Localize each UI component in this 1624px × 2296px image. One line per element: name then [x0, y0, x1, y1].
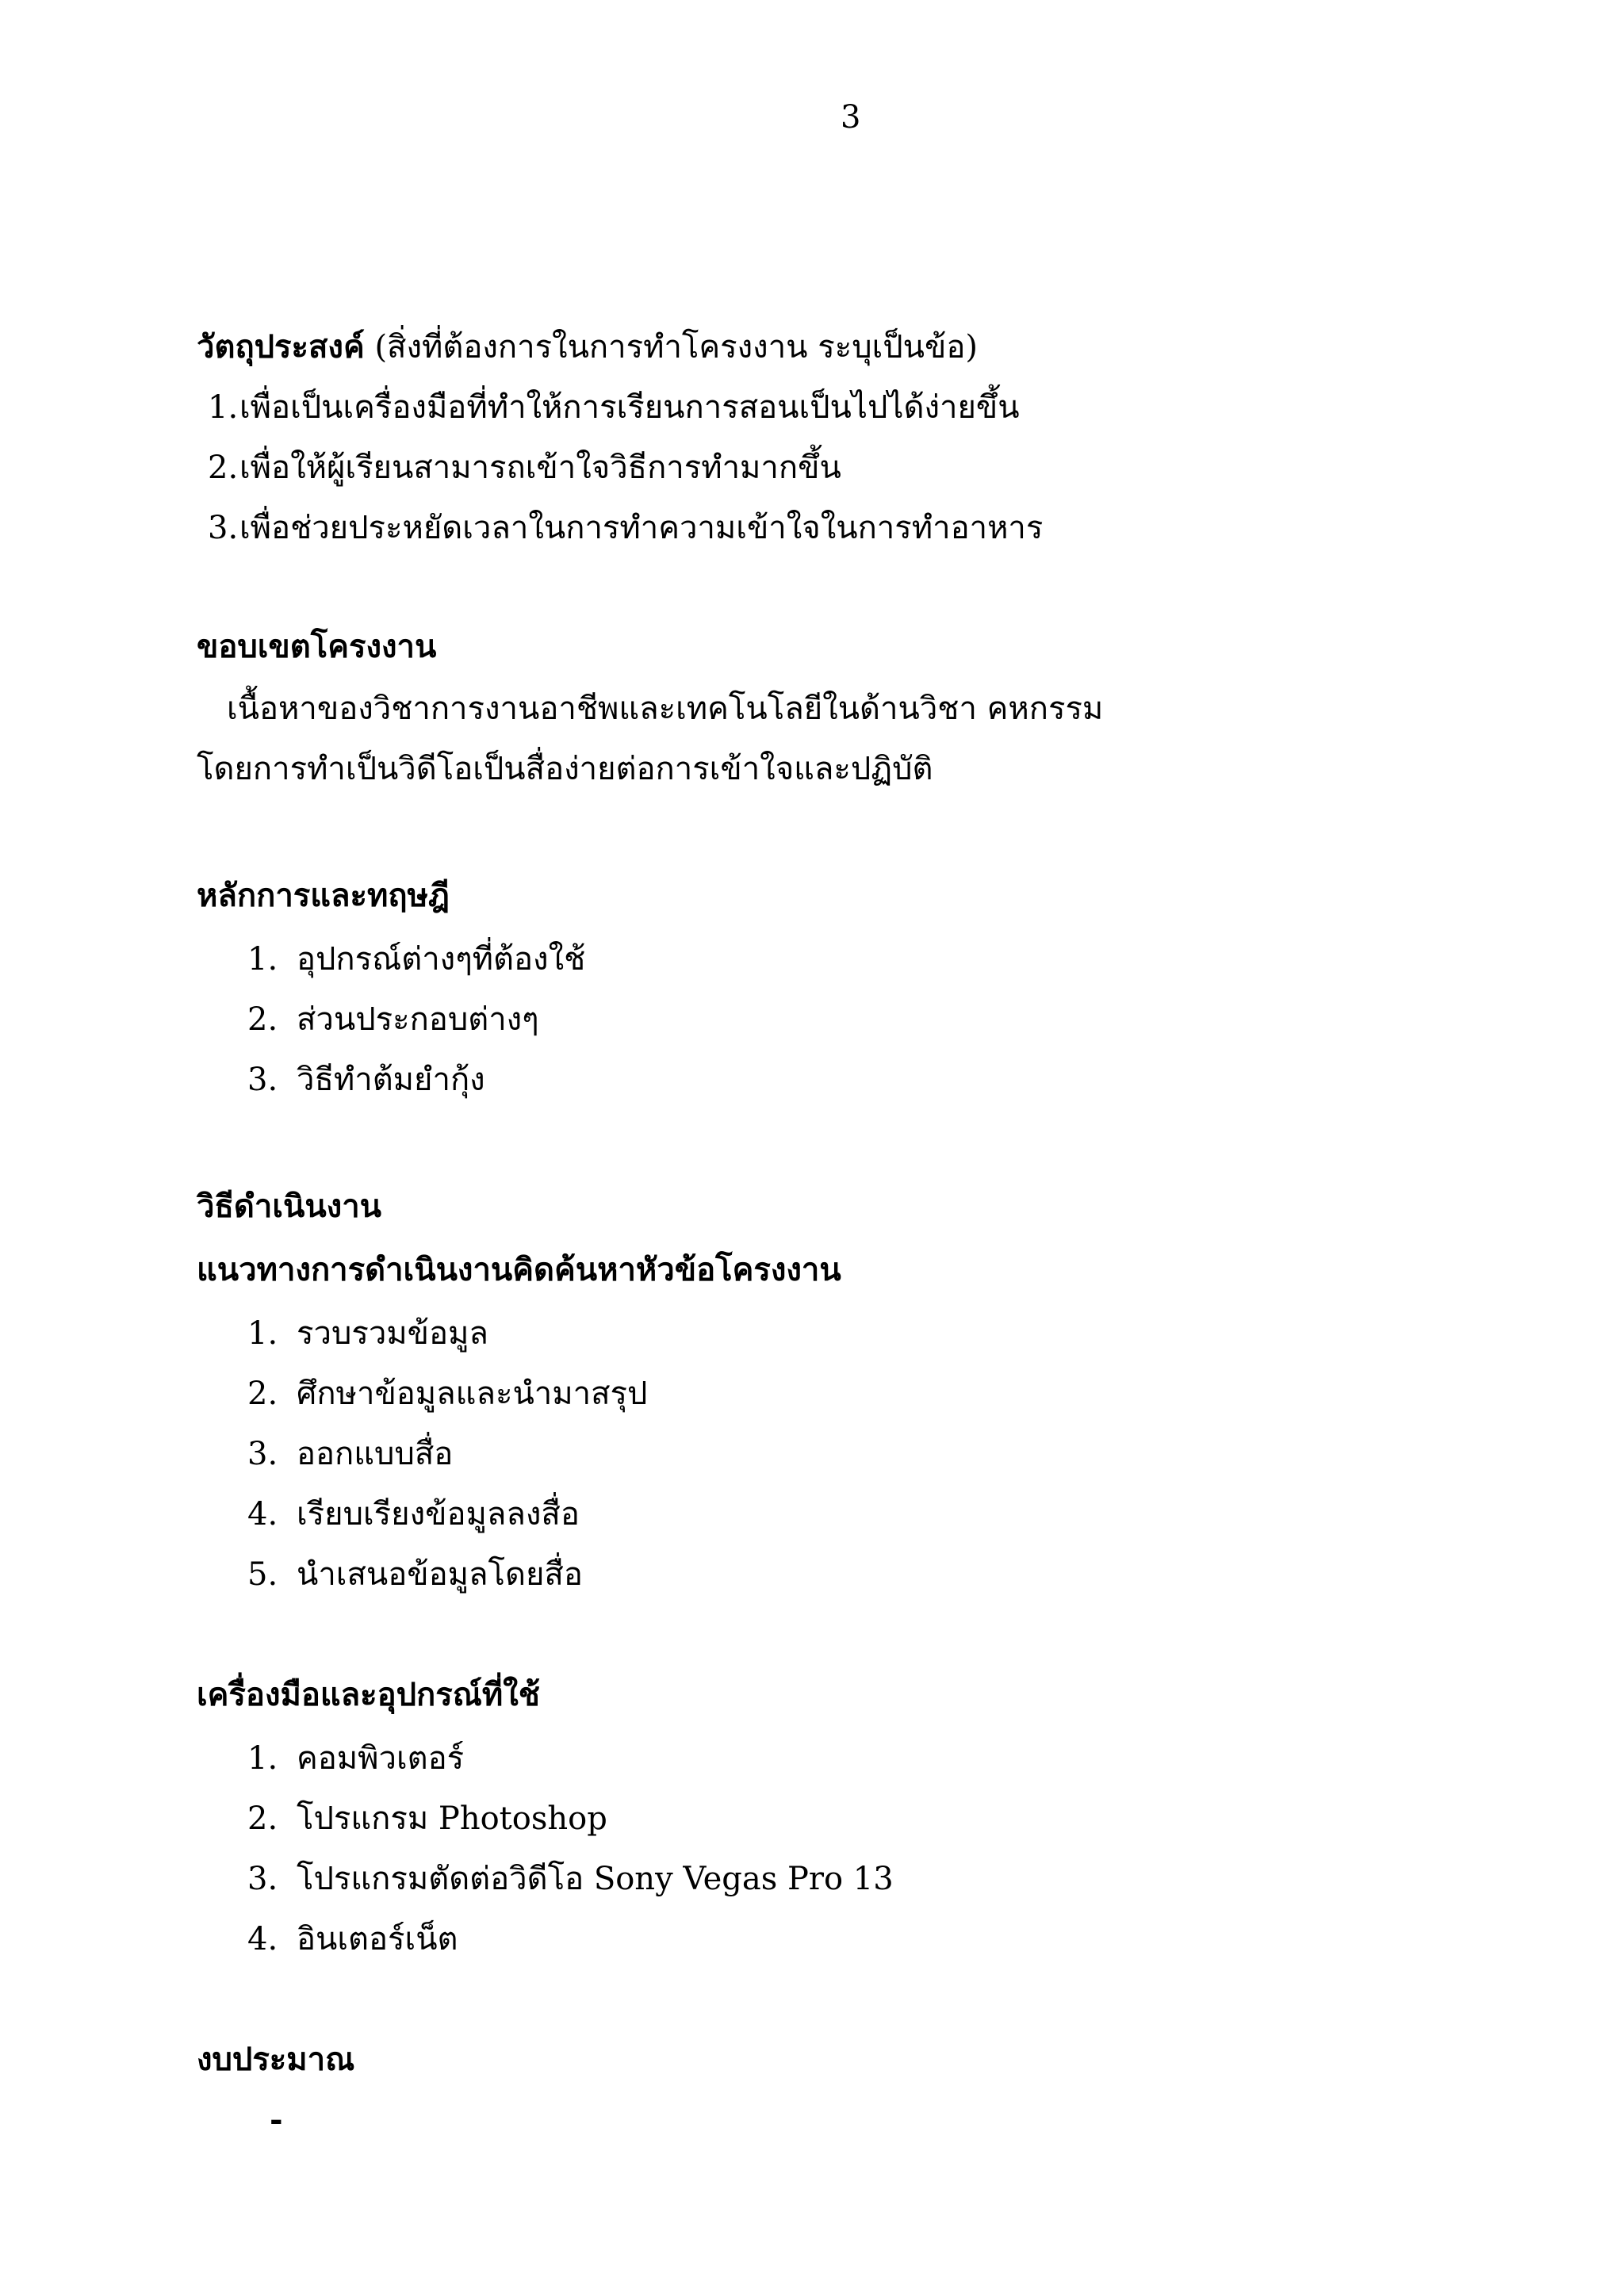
tool-number: 4. [247, 1921, 278, 1957]
principles-heading: หลักการและทฤษฎี [197, 877, 450, 914]
tool-item [247, 1735, 464, 1782]
method-number: 2. [247, 1376, 278, 1412]
objective-number: 3. [208, 510, 239, 546]
objective-text: เพื่อให้ผู้เรียนสามารถเข้าใจวิธีการทำมากขึ้น [239, 450, 841, 486]
scope-heading: ขอบเขตโครงงาน [197, 628, 437, 665]
tool-text: โปรแกรม Photoshop [297, 1800, 607, 1837]
method-subheading: แนวทางการดำเนินงานคิดค้นหาหัวข้อโครงงาน [197, 1251, 841, 1288]
budget-heading: งบประมาณ [197, 2041, 355, 2078]
objective-number: 2. [208, 450, 239, 486]
method-text: นำเสนอข้อมูลโดยสื่อ [297, 1556, 583, 1593]
tool-number: 1. [247, 1740, 278, 1777]
method-number: 1. [247, 1315, 278, 1352]
page-number: 3 [841, 99, 861, 136]
scope-line: เนื้อหาของวิชาการงานอาชีพและเทคโนโลยีในด้านวิชา คหกรรม [227, 691, 1104, 727]
tool-text: โปรแกรมตัดต่อวิดีโอ Sony Vegas Pro 13 [297, 1861, 894, 1897]
principle-number: 3. [247, 1062, 278, 1098]
method-item [247, 1370, 647, 1418]
method-text: รวบรวมข้อมูล [297, 1315, 488, 1352]
principle-item [247, 1056, 485, 1104]
objective-text: เพื่อเป็นเครื่องมือที่ทำให้การเรียนการสอนเป็นไปได้ง่ายขึ้น [239, 389, 1020, 426]
budget-value: - [270, 2101, 283, 2138]
objectives-note: (สิ่งที่ต้องการในการทำโครงงาน ระบุเป็นข้อ) [374, 329, 978, 365]
tool-item [247, 1915, 458, 1963]
tools-heading: เครื่องมือและอุปกรณ์ที่ใช้ [197, 1676, 540, 1713]
objective-text: เพื่อช่วยประหยัดเวลาในการทำความเข้าใจในการทำอาหาร [239, 510, 1044, 546]
method-text: ออกแบบสื่อ [297, 1436, 454, 1472]
tool-item [247, 1855, 894, 1903]
method-item [247, 1490, 580, 1538]
method-text: เรียบเรียงข้อมูลลงสื่อ [297, 1496, 580, 1533]
method-number: 5. [247, 1556, 278, 1593]
method-number: 3. [247, 1436, 278, 1472]
tool-number: 3. [247, 1861, 278, 1897]
objective-item [208, 504, 1043, 552]
objectives-heading [197, 323, 978, 371]
principle-number: 2. [247, 1001, 278, 1038]
principle-text: ส่วนประกอบต่างๆ [297, 1001, 539, 1038]
tool-text: อินเตอร์เน็ต [297, 1921, 458, 1957]
method-number: 4. [247, 1496, 278, 1533]
method-text: ศึกษาข้อมูลและนำมาสรุป [297, 1376, 648, 1412]
objectives-title: วัตถุประสงค์ [197, 328, 365, 365]
objective-item [208, 384, 1020, 431]
method-item [247, 1310, 488, 1357]
method-heading: วิธีดำเนินงาน [197, 1188, 382, 1225]
principle-item [247, 936, 585, 983]
method-item [247, 1551, 583, 1598]
objective-item [208, 444, 841, 492]
principle-text: อุปกรณ์ต่างๆที่ต้องใช้ [297, 941, 586, 978]
scope-line: โดยการทำเป็นวิดีโอเป็นสื่อง่ายต่อการเข้าใจและปฏิบัติ [197, 751, 933, 787]
principle-number: 1. [247, 941, 278, 978]
tool-number: 2. [247, 1800, 278, 1837]
tool-text: คอมพิวเตอร์ [297, 1740, 465, 1777]
method-item [247, 1430, 453, 1478]
objective-number: 1. [208, 389, 239, 426]
principle-text: วิธีทำต้มยำกุ้ง [297, 1062, 485, 1098]
tool-item [247, 1795, 607, 1843]
principle-item [247, 996, 539, 1043]
